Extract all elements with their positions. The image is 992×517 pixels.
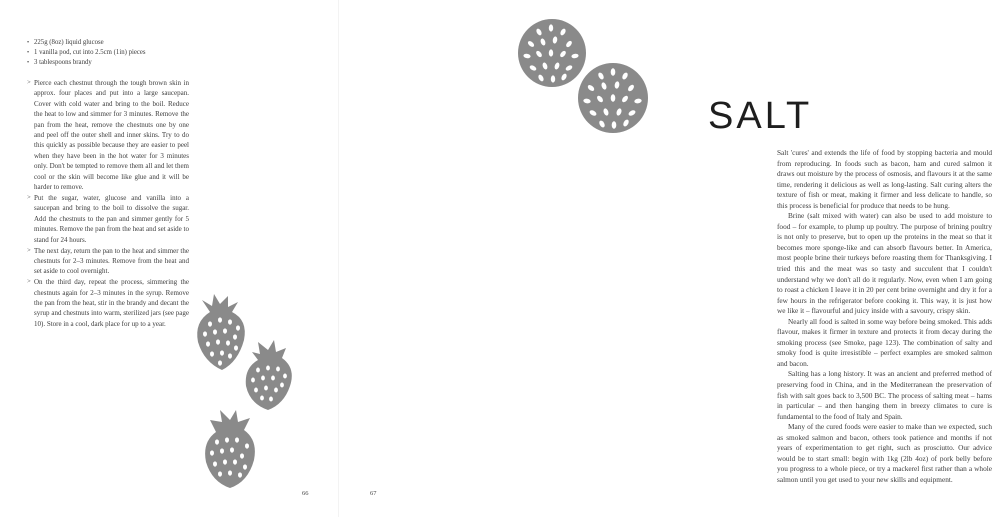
body-paragraph: Salting has a long history. It was an ancient and preferred method of preserving food in China, and in the Mediterranean the preservation of fish with salt goes back to 3,500 BC. The process of salting meat – hams in particular – and then hanging them in breezy climates to cure is fundamental to the food of Italy and Spain. bbox=[777, 369, 992, 421]
page-number: 66 bbox=[302, 490, 309, 497]
body-paragraph: Salt 'cures' and extends the life of food by stopping bacteria and mould from reproducing. In foods such as bacon, ham and cured salmon it draws out moisture by the process of osmosis, and flavours it at the same time, rendering it delicious as well as long-lasting. Salt curing alters the texture of fish or meat, making it firmer and less delicate to handle, so this process is beneficial for produce that needs to be hung. bbox=[777, 148, 992, 210]
ingredient-item: • 3 tablespoons brandy bbox=[27, 58, 197, 68]
left-page bbox=[0, 0, 339, 517]
chapter-body bbox=[777, 148, 992, 486]
strawberry-illustration bbox=[240, 340, 298, 412]
method-step: > Put the sugar, water, glucose and vanilla into a saucepan and bring to the boil to dissolve the sugar. Add the chestnuts to the pan and simmer gently for 5 minutes. Remove the pan from the heat and set aside to stand for 24 hours. bbox=[27, 193, 189, 245]
citrus-slice-illustration bbox=[577, 62, 649, 134]
method-steps bbox=[27, 78, 189, 330]
right-page bbox=[339, 0, 992, 517]
ingredient-item: • 1 vanilla pod, cut into 2.5cm (1in) pieces bbox=[27, 48, 197, 58]
ingredient-list bbox=[27, 38, 197, 68]
body-paragraph: Many of the cured foods were easier to make than we expected, such as smoked salmon and bacon, others took patience and months if not years of experimentation to get right, such as prosciutto. Our advice would be to start small: begin with 1kg (2lb 4oz) of pork belly before you progress to a whole piece, or try a mackerel first rather than a whole salmon until you get used to your new skills and equipment. bbox=[777, 422, 992, 484]
method-step: > On the third day, repeat the process, simmering the chestnuts again for 2–3 minutes in the syrup. Remove the pan from the heat, stir in the brandy and decant the syrup and chestnuts into warm, sterilized jars (see page 10). Store in a cool, dark place for up to a year. bbox=[27, 277, 189, 329]
body-paragraph: Brine (salt mixed with water) can also be used to add moisture to food – for example, to plump up poultry. The purpose of brining poultry is not only to preserve, but to open up the proteins in the meat so that it becomes more sponge-like and can absorb flavours better. In America, most people brine their turkeys before roasting them for Thanksgiving. I tried this and the meat was so tasty and succulent that I couldn't understand why we don't all do it regularly. Now, even when I am going to roast a chicken I leave it in 20 per cent brine overnight and dry it for a few hours in the refrigerator before cooking it. This way, it is just how we like it – flavourful and juicy inside with a savoury, crispy skin. bbox=[777, 211, 992, 316]
method-step: > The next day, return the pan to the heat and simmer the chestnuts for 2–3 minutes. Remove from the heat and set aside to cool overnight. bbox=[27, 246, 189, 277]
method-step: > Pierce each chestnut through the tough brown skin in approx. four places and put into a large saucepan. Cover with cold water and bring to the boil. Reduce the heat to low and simmer for 3 minutes. Remove the pan from the heat, remove the chestnuts one by one and peel off the outer shell and inner skins. Try to do this quickly as possible because they are easier to peel when they have been in the hot water for 3 minutes only. Don't be tempted to remove them all and let them cool or the skin will become like glue and it will be harder to remove. bbox=[27, 78, 189, 192]
ingredient-item: • 225g (8oz) liquid glucose bbox=[27, 38, 197, 48]
page-number: 67 bbox=[370, 490, 377, 497]
body-paragraph: Nearly all food is salted in some way before being smoked. This adds flavour, makes it firmer in texture and protects it from decay during the smoking process (see Smoke, page 123). The combination of salty and smoky food is quite irresistible – perfect examples are smoked salmon and bacon. bbox=[777, 316, 992, 368]
chapter-title: SALT bbox=[708, 95, 813, 137]
strawberry-illustration bbox=[200, 408, 262, 490]
